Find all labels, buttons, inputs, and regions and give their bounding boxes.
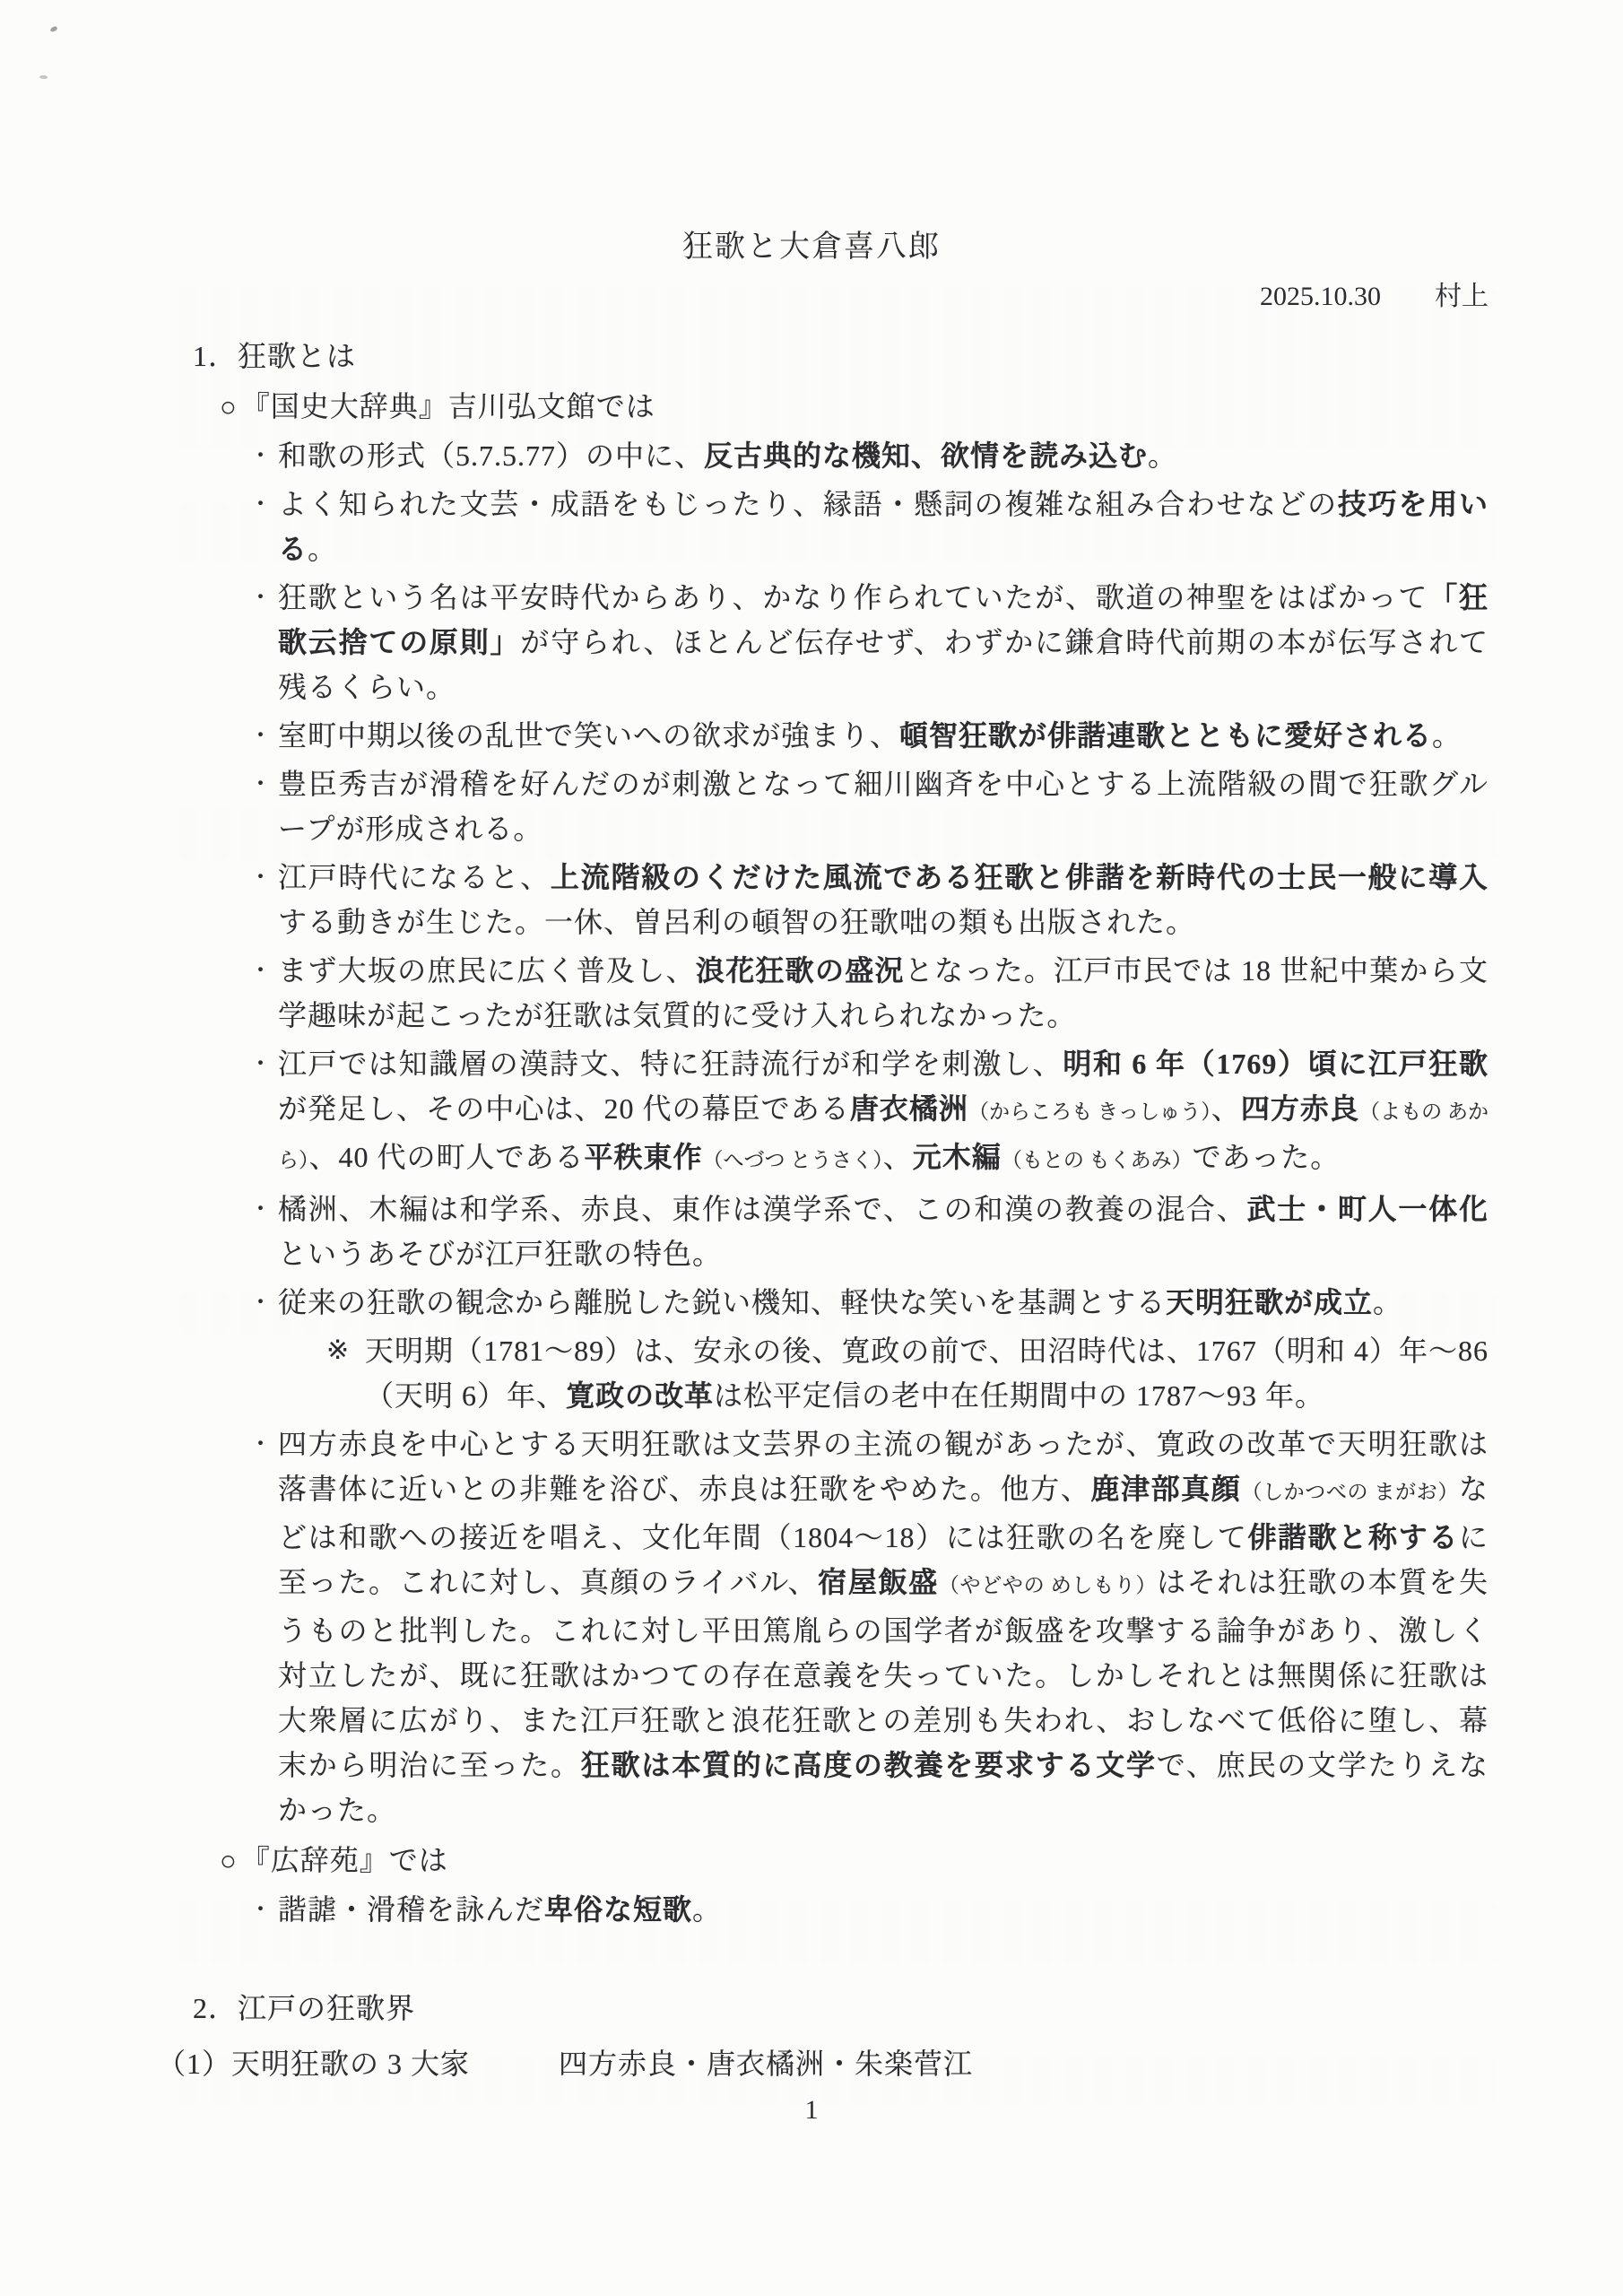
list-marker: ※ — [326, 1335, 351, 1365]
body-text: 。 — [1148, 439, 1178, 472]
bullet-line — [249, 948, 1488, 1038]
body-text: 。 — [308, 533, 338, 565]
body-text: 、 — [882, 1141, 913, 1173]
bullet-line — [249, 575, 1488, 709]
body-text: （1）天明狂歌の 3 大家 四方赤良・唐衣橘洲・朱楽菅江 — [157, 2048, 974, 2080]
emphasis-text: 元木編 — [912, 1141, 1002, 1173]
emphasis-text: 宿屋飯盛 — [818, 1566, 939, 1598]
reading-annotation: （もとの もくあみ） — [1001, 1149, 1193, 1171]
body-text: 狂歌という名は平安時代からあり、かなり作られていたが、歌道の神聖をはばかって — [278, 581, 1429, 613]
reading-annotation: （しかつべの まがお） — [1241, 1481, 1459, 1503]
reading-annotation: （からころも きっしゅう） — [968, 1100, 1211, 1123]
body-text: よく知られた文芸・成語をもじったり、縁語・懸詞の複雑な組み合わせなどの — [278, 488, 1338, 520]
bullet-line — [249, 1422, 1488, 1832]
heading-line — [193, 334, 1488, 378]
body-text: で、庶民の文学たりえなかった。 — [278, 1749, 1488, 1826]
list-marker: ○ — [220, 1845, 238, 1876]
body-text: 。 — [1432, 719, 1462, 752]
emphasis-text: 唐衣橘洲 — [849, 1092, 968, 1125]
emphasis-text: 技巧を用いる — [278, 488, 1488, 565]
bullet-line — [249, 855, 1488, 944]
body-text: というあそびが江戸狂歌の特色。 — [278, 1238, 723, 1270]
body-text: 1．狂歌とは — [193, 340, 357, 372]
list-marker: ・ — [249, 1197, 273, 1222]
emphasis-text: 上流階級のくだけた風流である狂歌と俳諧を新時代の士民一般に導入 — [550, 861, 1488, 893]
list-marker: ・ — [249, 959, 273, 983]
body-text: 豊臣秀吉が滑稽を好んだのが刺激となって細川幽斉を中心とする上流階級の間で狂歌グループが形成される。 — [278, 768, 1488, 845]
emphasis-text: 反古典的な機知、欲情を読み込む — [704, 439, 1149, 472]
emphasis-text: 寛政の改革 — [566, 1379, 715, 1412]
bullet-line — [249, 1041, 1488, 1183]
body-text: が守られ、ほとんど伝存せず、わずかに鎌倉時代前期の本が伝写されて残るくらい。 — [278, 626, 1488, 703]
body-text: はそれは狂歌の本質を失うものと批判した。これに対し平田篤胤らの国学者が飯盛を攻撃する論争があり、激しく対立したが、既に狂歌はかつての存在意義を失っていた。しかしそれとは無関係に狂歌は大衆層に広がり、また江戸狂歌と浪花狂歌との差別も失われ、おしなべて低俗に堕し、幕末から明治に至った。 — [278, 1566, 1488, 1781]
list-marker: ・ — [249, 1432, 273, 1457]
body-text: 江戸では知識層の漢詩文、特に狂詩流行が和学を刺激し、 — [278, 1048, 1063, 1080]
emphasis-text: 「狂歌云捨ての原則」 — [278, 581, 1488, 658]
circle-line — [220, 1838, 1488, 1883]
body-text: 天明期（1781～89）は、安永の後、寛政の前で、田沼時代は、1767（明和 4）年～86（天明 6）年、 — [365, 1335, 1488, 1412]
reading-annotation: （やどやの めしもり） — [938, 1574, 1158, 1596]
body-text: 2．江戸の狂歌界 — [193, 1992, 416, 2024]
emphasis-text: 頓智狂歌が俳諧連歌とともに愛好される — [899, 719, 1433, 752]
body-text: に至った。これに対し、真顔のライバル、 — [278, 1521, 1488, 1598]
bullet-line — [249, 482, 1488, 571]
emphasis-text: 俳諧歌と称する — [1247, 1521, 1459, 1553]
body-text: 橘洲、木編は和学系、赤良、東作は漢学系で、この和漢の教養の混合、 — [278, 1193, 1247, 1225]
list-marker: ・ — [249, 586, 273, 610]
body-text: となった。江戸市民では 18 世紀中葉から文学趣味が起こったが狂歌は気質的に受け入れられなかった。 — [278, 954, 1488, 1031]
emphasis-text: 四方赤良 — [1240, 1092, 1359, 1125]
bullet-line — [249, 1280, 1488, 1325]
body-text: 、 — [1211, 1092, 1241, 1125]
body-text: 『国史大辞典』吉川弘文館では — [240, 390, 655, 422]
reading-annotation: （へづつ とうさく） — [702, 1149, 883, 1171]
bullet-line — [249, 433, 1488, 478]
document-title: 狂歌と大倉喜八郎 — [682, 230, 941, 264]
body-text: 和歌の形式（5.7.5.77）の中に、 — [278, 439, 705, 472]
body-text: であった。 — [1192, 1141, 1341, 1173]
body-text: は松平定信の老中在任期間中の 1787～93 年。 — [714, 1379, 1325, 1412]
bullet-line — [249, 713, 1488, 758]
circle-line — [220, 384, 1488, 430]
bullet-line — [249, 1887, 1488, 1932]
body-text: などは和歌への接近を唱え、文化年間（1804～18）には狂歌の名を廃して — [278, 1473, 1488, 1553]
list-marker: ・ — [249, 1052, 273, 1076]
body-text: 室町中期以後の乱世で笑いへの欲求が強まり、 — [278, 719, 900, 752]
body-text: 四方赤良を中心とする天明狂歌は文芸界の主流の観があったが、寛政の改革で天明狂歌は落書体に近いとの非難を浴び、赤良は狂歌をやめた。他方、 — [278, 1428, 1488, 1505]
emphasis-text: 平秩東作 — [584, 1141, 703, 1173]
list-marker: ・ — [249, 772, 273, 796]
body-text: 。 — [1373, 1286, 1403, 1318]
body-text: まず大坂の庶民に広く普及し、 — [278, 954, 696, 987]
emphasis-text: 卑俗な短歌 — [544, 1893, 693, 1926]
heading-line — [193, 1986, 1488, 2031]
list-marker: ・ — [249, 865, 273, 890]
emphasis-text: 天明狂歌が成立 — [1166, 1286, 1374, 1318]
page-number: 1 — [804, 2095, 819, 2125]
list-marker: ・ — [249, 492, 273, 517]
emphasis-text: 武士・町人一体化 — [1246, 1193, 1488, 1225]
note-line — [326, 1328, 1488, 1418]
body-text: が発足し、その中心は、20 代の幕臣である — [278, 1092, 850, 1125]
list-marker: ・ — [249, 724, 273, 748]
document-body — [0, 334, 1623, 2086]
list-marker: ・ — [249, 1898, 273, 1922]
paren-line — [157, 2041, 1488, 2086]
body-text: 、40 代の町人である — [308, 1141, 585, 1173]
bullet-line — [249, 1187, 1488, 1276]
body-text: 江戸時代になると、 — [278, 861, 551, 893]
list-marker: ・ — [249, 444, 273, 468]
reading-annotation: （よもの あから） — [278, 1100, 1488, 1171]
body-text: 。 — [692, 1893, 723, 1926]
emphasis-text: 狂歌は本質的に高度の教養を要求する文学 — [580, 1749, 1157, 1781]
body-text: する動きが生じた。一休、曽呂利の頓智の狂歌咄の類も出版された。 — [278, 906, 1196, 938]
body-text: 諧謔・滑稽を詠んだ — [278, 1893, 545, 1926]
emphasis-text: 鹿津部真顔 — [1090, 1473, 1242, 1505]
list-marker: ○ — [220, 391, 238, 422]
date-and-author: 2025.10.30 村上 — [1260, 282, 1488, 311]
body-text: 『広辞苑』では — [240, 1844, 448, 1876]
bullet-line — [249, 761, 1488, 851]
emphasis-text: 浪花狂歌の盛況 — [695, 954, 905, 987]
list-marker: ・ — [249, 1291, 273, 1315]
emphasis-text: 明和 6 年（1769）頃に江戸狂歌 — [1063, 1048, 1488, 1080]
body-text: 従来の狂歌の観念から離脱した鋭い機知、軽快な笑いを基調とする — [278, 1286, 1167, 1318]
